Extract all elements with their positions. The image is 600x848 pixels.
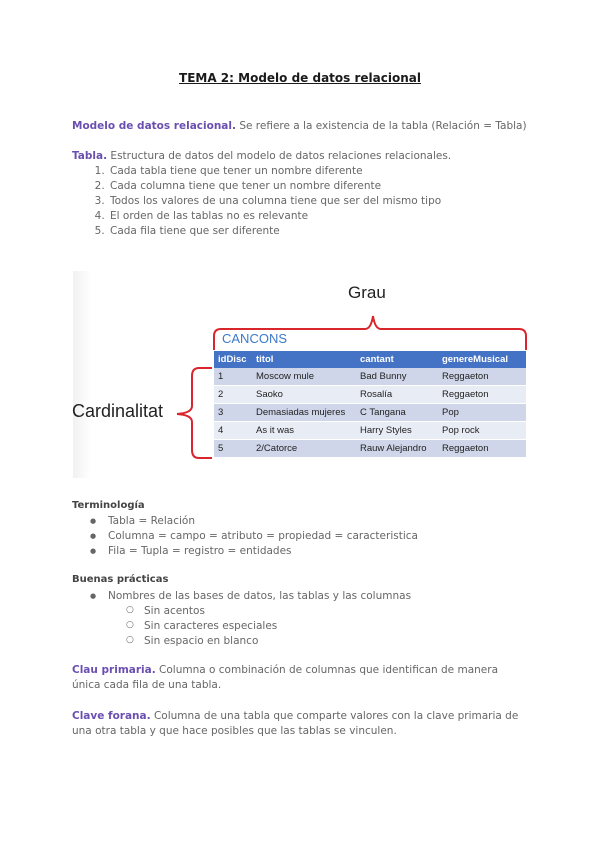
column-header: titol [252,351,356,368]
page-title: TEMA 2: Modelo de datos relacional [179,71,421,85]
clau-primaria-paragraph [72,663,528,693]
list-item: 4. El orden de las tablas no es relevante [108,209,441,224]
sub-list [108,604,411,649]
modelo-term: Modelo de datos relacional. [72,120,236,132]
table-cell: 2/Catorce [252,440,356,458]
table-name: CANCONS [222,331,288,346]
sub-list-item: ○ Sin espacio en blanco [144,634,411,649]
cardinalitat-label: Cardinalitat [72,401,164,421]
list-item [108,589,411,649]
table-cell: Reggaeton [438,386,526,404]
terminologia-heading: Terminología [72,500,145,511]
column-header: cantant [356,351,438,368]
table-cell: 1 [214,368,252,386]
clave-forana-paragraph [72,709,528,739]
table-row [214,422,526,440]
table-cell: Pop [438,404,526,422]
cancons-table [214,351,526,458]
table-cell: Saoko [252,386,356,404]
sub-list-item: ○ Sin acentos [144,604,411,619]
table-header-row [214,351,526,368]
table-cell: 5 [214,440,252,458]
clau-term: Clau primaria. [72,664,156,676]
list-item: ● Tabla = Relación [108,514,418,529]
buenas-practicas-list [72,589,411,649]
table-cell: Reggaeton [438,368,526,386]
sub-list-item: ○ Sin caracteres especiales [144,619,411,634]
table-cell: Demasiadas mujeres [252,404,356,422]
column-header: idDisc [214,351,252,368]
list-item: 1. Cada tabla tiene que tener un nombre diferente [108,164,441,179]
table-cell: Pop rock [438,422,526,440]
table-cell: 2 [214,386,252,404]
list-item: 2. Cada columna tiene que tener un nombre diferente [108,179,441,194]
terminologia-list [72,514,418,559]
table-cell: Rauw Alejandro [356,440,438,458]
table-row [214,386,526,404]
table-cell: As it was [252,422,356,440]
table-row [214,404,526,422]
cardinalitat-brace [177,368,212,458]
list-item-text: Nombres de las bases de datos, las tablas y las columnas [108,590,412,602]
list-item: 5. Cada fila tiene que ser diferente [108,224,441,239]
list-item: 3. Todos los valores de una columna tiene que ser del mismo tipo [108,194,441,209]
tabla-text: Estructura de datos del modelo de datos relaciones relacionales. [107,150,452,162]
tabla-term: Tabla. [72,150,108,162]
table-cell: Harry Styles [356,422,438,440]
list-item: ● Columna = campo = atributo = propiedad = caracteristica [108,529,418,544]
table-cell: Reggaeton [438,440,526,458]
list-item: ● Fila = Tupla = registro = entidades [108,544,418,559]
forana-text: Columna de una tabla que comparte valores con la clave primaria de una otra tabla y que hace posibles que las tablas se vinculen. [72,710,519,737]
table-row [214,368,526,386]
modelo-text: Se refiere a la existencia de la tabla (Relación = Tabla) [235,120,527,132]
table-cell: Bad Bunny [356,368,438,386]
clau-text: Columna o combinación de columnas que identifican de manera única cada fila de una tabla. [72,664,498,691]
buenas-practicas-heading: Buenas prácticas [72,574,169,585]
table-cell: 4 [214,422,252,440]
column-header: genereMusical [438,351,526,368]
table-cell: Rosalía [356,386,438,404]
table-cell: 3 [214,404,252,422]
table-cell: C Tangana [356,404,438,422]
table-row [214,440,526,458]
grau-label: Grau [348,283,386,302]
forana-term: Clave forana. [72,710,151,722]
table-cell: Moscow mule [252,368,356,386]
